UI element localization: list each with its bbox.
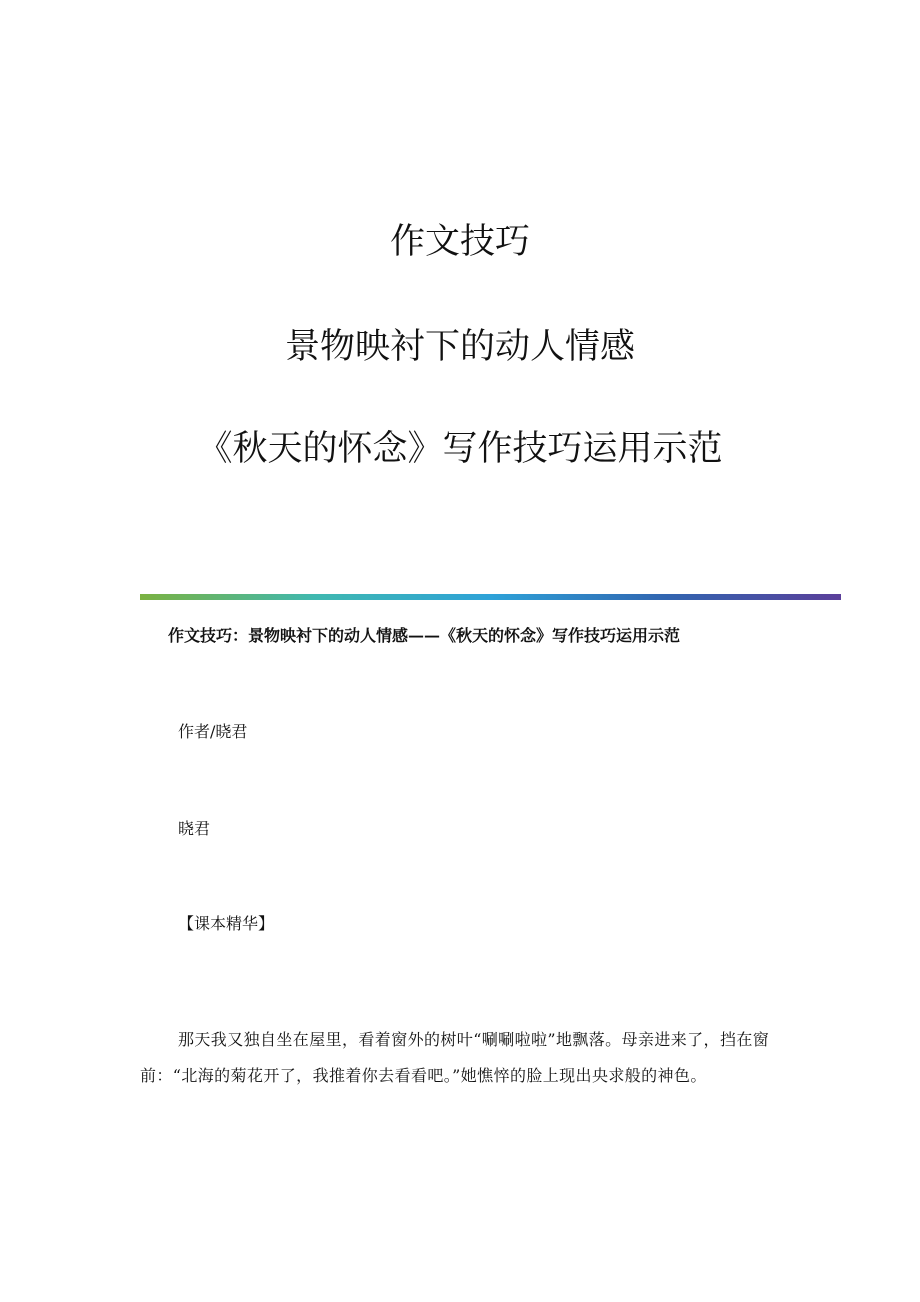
article-heading: 作文技巧：景物映衬下的动人情感——《秋天的怀念》写作技巧运用示范 (168, 626, 681, 645)
author-name: 晓君 (178, 819, 211, 838)
section-label: 【课本精华】 (178, 914, 275, 933)
body-paragraph: 那天我又独自坐在屋里，看着窗外的树叶“唰唰啦啦”地飘落。母亲进来了，挡在窗前：“北海的菊花开了，我推着你去看看吧。”她憔悴的脸上现出央求般的神色。 (140, 1030, 770, 1085)
document-subtitle: 景物映衬下的动人情感 (284, 327, 635, 367)
author-line: 作者/晓君 (178, 722, 248, 741)
gradient-divider (140, 594, 841, 600)
document-subtitle-2: 《秋天的怀念》写作技巧运用示范 (197, 429, 723, 469)
document-title: 作文技巧 (389, 222, 530, 262)
